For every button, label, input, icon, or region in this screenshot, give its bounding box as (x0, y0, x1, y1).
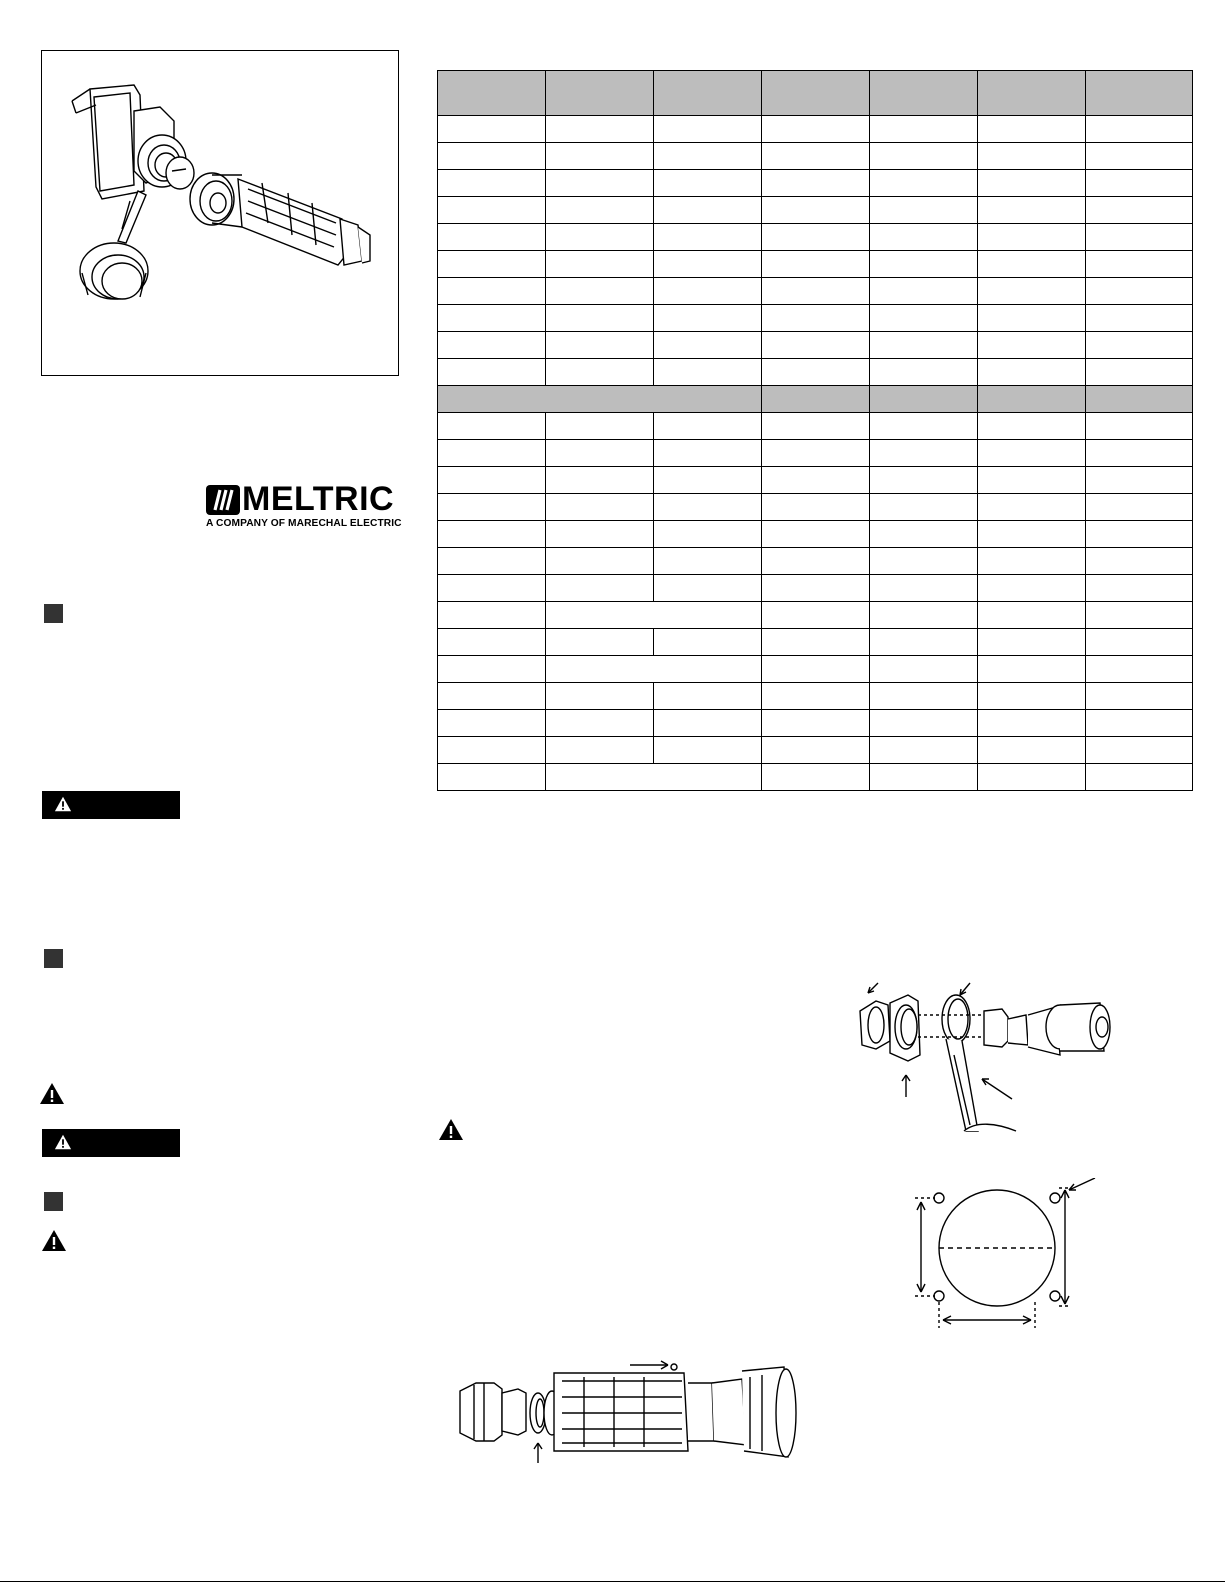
table-row (438, 251, 1193, 278)
table-row (438, 413, 1193, 440)
table-row (438, 521, 1193, 548)
section-square-icon (44, 1192, 63, 1211)
table-header-row (438, 71, 1193, 116)
mounting-exploded-view-illustration (846, 975, 1126, 1147)
warning-banner (42, 1129, 180, 1157)
section-square-icon (44, 949, 63, 968)
table-row (438, 629, 1193, 656)
table-row (438, 170, 1193, 197)
table-row (438, 278, 1193, 305)
header-cell (870, 71, 978, 116)
header-cell (978, 71, 1086, 116)
specifications-table (437, 70, 1193, 791)
table-row (438, 197, 1193, 224)
header-cell (546, 71, 654, 116)
table-row (438, 710, 1193, 737)
brand-name: MELTRIC (242, 480, 395, 518)
plug-exploded-view-illustration (454, 1353, 814, 1465)
warning-triangle-icon (54, 1133, 72, 1151)
table-row (438, 494, 1193, 521)
table-row (438, 224, 1193, 251)
panel-cutout-drawing (909, 1178, 1109, 1348)
brand-tagline: A COMPANY OF MARECHAL ELECTRIC (206, 518, 402, 529)
table-row (438, 359, 1193, 386)
table-row (438, 575, 1193, 602)
header-cell (654, 71, 762, 116)
table-row (438, 548, 1193, 575)
table-row (438, 656, 1193, 683)
table-row (438, 116, 1193, 143)
meltric-logo (206, 480, 402, 533)
plug-and-receptacle-illustration (42, 51, 398, 375)
warning-triangle-icon (54, 795, 72, 813)
warning-triangle-icon (41, 1229, 67, 1252)
meltric-logo-mark-icon (206, 485, 240, 515)
table-row (438, 305, 1193, 332)
table-section-header-row (438, 386, 1193, 413)
warning-banner (42, 791, 180, 819)
table-row (438, 683, 1193, 710)
table-row (438, 332, 1193, 359)
table-row (438, 440, 1193, 467)
table-row (438, 602, 1193, 629)
section-square-icon (44, 604, 63, 623)
header-cell (1086, 71, 1193, 116)
warning-triangle-icon (438, 1118, 464, 1141)
header-cell (762, 71, 870, 116)
table-row (438, 764, 1193, 791)
header-cell (438, 71, 546, 116)
table-row (438, 143, 1193, 170)
page-bottom-rule (0, 1581, 1225, 1582)
warning-triangle-icon (39, 1082, 65, 1105)
table-row (438, 467, 1193, 494)
product-image-frame (41, 50, 399, 376)
table-row (438, 737, 1193, 764)
